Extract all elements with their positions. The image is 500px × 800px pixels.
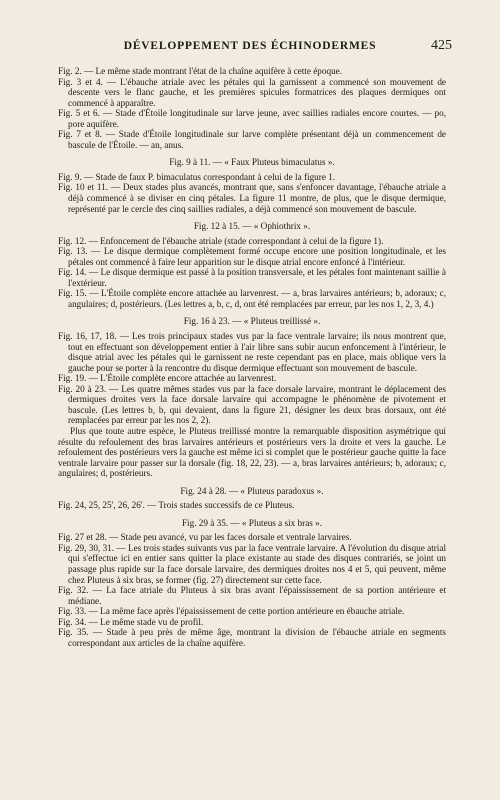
caption-paragraph: Fig. 9. — Stade de faux P. bimaculatus correspondant à celui de la figure 1. <box>58 171 336 182</box>
caption-paragraph: Fig. 7 et 8. — Stade d'Étoile longitudinale sur larve complète présentant déjà un commencement de bascule de l'Étoile. — an, anus. <box>58 129 446 150</box>
page-title: DÉVELOPPEMENT DES ÉCHINODERMES <box>123 40 377 52</box>
section-heading: Fig. 24 à 28. — « Pluteus paradoxus ». <box>180 485 324 496</box>
caption-paragraph: Fig. 13. — Le disque dermique complètement formé occupe encore une position longitudinale, et les pétales ont commencé à faire leur apparition sur le disque atrial encore enfoncé à l'intérieur. <box>58 246 446 267</box>
body-paragraph: Plus que toute autre espèce, le Pluteus treillissé montre la remarquable disposition asymétrique qui résulte du refoulement des bras larvaires antérieurs et postérieurs vers la droite et vers la gauche. Le refoulement des postérieurs vers la gauche est même ici si complet que le postérieur gauche quitte la face ventrale larvaire pour passer sur la dorsale (fig. 18, 22, 23). — a, bras larvaires antérieurs; b, adoraux; c, angulaires; d, postérieurs. <box>58 425 446 479</box>
caption-paragraph: Fig. 32. — La face atriale du Pluteus à six bras avant l'épaississement de sa portion antérieure et médiane. <box>58 585 446 606</box>
section-heading: Fig. 29 à 35. — « Pluteus a six bras ». <box>181 517 323 528</box>
caption-paragraph: Fig. 3 et 4. — L'ébauche atriale avec les pétales qui la garnissent a commencé son mouvement de descente vers le flanc gauche, et les premières spicules formatrices des plaques dermiques ont commencé à apparaître. <box>58 76 446 108</box>
caption-paragraph: Fig. 12. — Enfoncement de l'ébauche atriale (stade correspondant à celui de la figure 1). <box>58 235 384 246</box>
section-heading: Fig. 16 à 23. — « Pluteus treillissé ». <box>183 316 321 327</box>
figure-captions <box>58 66 446 648</box>
caption-paragraph: Fig. 16, 17, 18. — Les trois principaux stades vus par la face ventrale larvaire; ils nous montrent que, tout en effectuant son développement entier à l'air libre sans subir aucun enfoncement à l'intérieur, le disque atrial avec les pétales qui le garnissent ne reste cependant pas en place, mais oblique vers la gauche pour se porter à la rencontre du disque dermique effectuant son mouvement de bascule. <box>58 331 446 373</box>
caption-paragraph: Fig. 5 et 6. — Stade d'Étoile longitudinale sur larve jeune, avec saillies radiales encore courtes. — po, pore aquifère. <box>58 108 446 129</box>
caption-paragraph: Fig. 14. — Le disque dermique est passé à la position transversale, et les pétales font maintenant saillie à l'extérieur. <box>58 267 446 288</box>
running-header <box>0 40 500 56</box>
section-heading: Fig. 12 à 15. — « Ophiothrix ». <box>193 221 311 232</box>
caption-paragraph: Fig. 33. — La même face après l'épaississement de cette portion antérieure en ébauche atriale. <box>58 606 405 617</box>
caption-paragraph: Fig. 34. — Le même stade vu de profil. <box>58 616 204 627</box>
caption-paragraph: Fig. 24, 25, 25', 26, 26'. — Trois stades successifs de ce Pluteus. <box>58 500 295 511</box>
caption-paragraph: Fig. 15. — L'Étoile complète encore attachée au larvenrest. — a, bras larvaires antérieurs; b, adoraux; c, angulaires; d, postérieurs. (Les lettres a, b, c, d, ont été remplacées par erreur, par les nos 1, 2, 3, 4.) <box>58 288 446 309</box>
page-number: 425 <box>431 38 452 53</box>
caption-paragraph: Fig. 10 et 11. — Deux stades plus avancés, montrant que, sans s'enfoncer davantage, l'ébauche atriale a déjà commencé à se diviser en cinq pétales. La figure 11 montre, de plus, que le disque dermique, représenté par le cercle des cinq saillies radiales, a déjà commencé son mouvement de bascule. <box>58 182 446 214</box>
caption-paragraph: Fig. 20 à 23. — Les quatre mêmes stades vus par la face dorsale larvaire, montrant le déplacement des dermiques droites vers la face dorsale larvaire qui accompagne le phénomène de pivotement et bascule. (Les lettres b, b, qui devaient, dans la figure 21, désigner les deux bras dorsaux, ont été remplacées par erreur par les nos 2, 2). <box>58 383 446 426</box>
caption-paragraph: Fig. 35. — Stade à peu près de même âge, montrant la division de l'ébauche atriale en segments correspondant aux articles de la chaîne aquifère. <box>58 627 446 648</box>
section-heading: Fig. 9 à 11. — « Faux Pluteus bimaculatus ». <box>169 157 335 168</box>
caption-paragraph: Fig. 27 et 28. — Stade peu avancé, vu par les faces dorsale et ventrale larvaires. <box>58 532 352 543</box>
caption-paragraph: Fig. 29, 30, 31. — Les trois stades suivants vus par la face ventrale larvaire. A l'évolution du disque atrial qui s'effectue ici en entier sans quitter la place existante au stade des disques contrariés, se joint un passage plus rapide sur la face dorsale larvaire, des dermiques droites nos 4 et 5, qui peuvent, même chez Pluteus à six bras, se former (fig. 27) directement sur cette face. <box>58 542 446 585</box>
caption-paragraph: Fig. 19. — L'Étoile complète encore attachée au larvenrest. <box>58 373 277 384</box>
caption-paragraph: Fig. 2. — Le même stade montrant l'état de la chaîne aquifère à cette époque. <box>58 66 343 76</box>
